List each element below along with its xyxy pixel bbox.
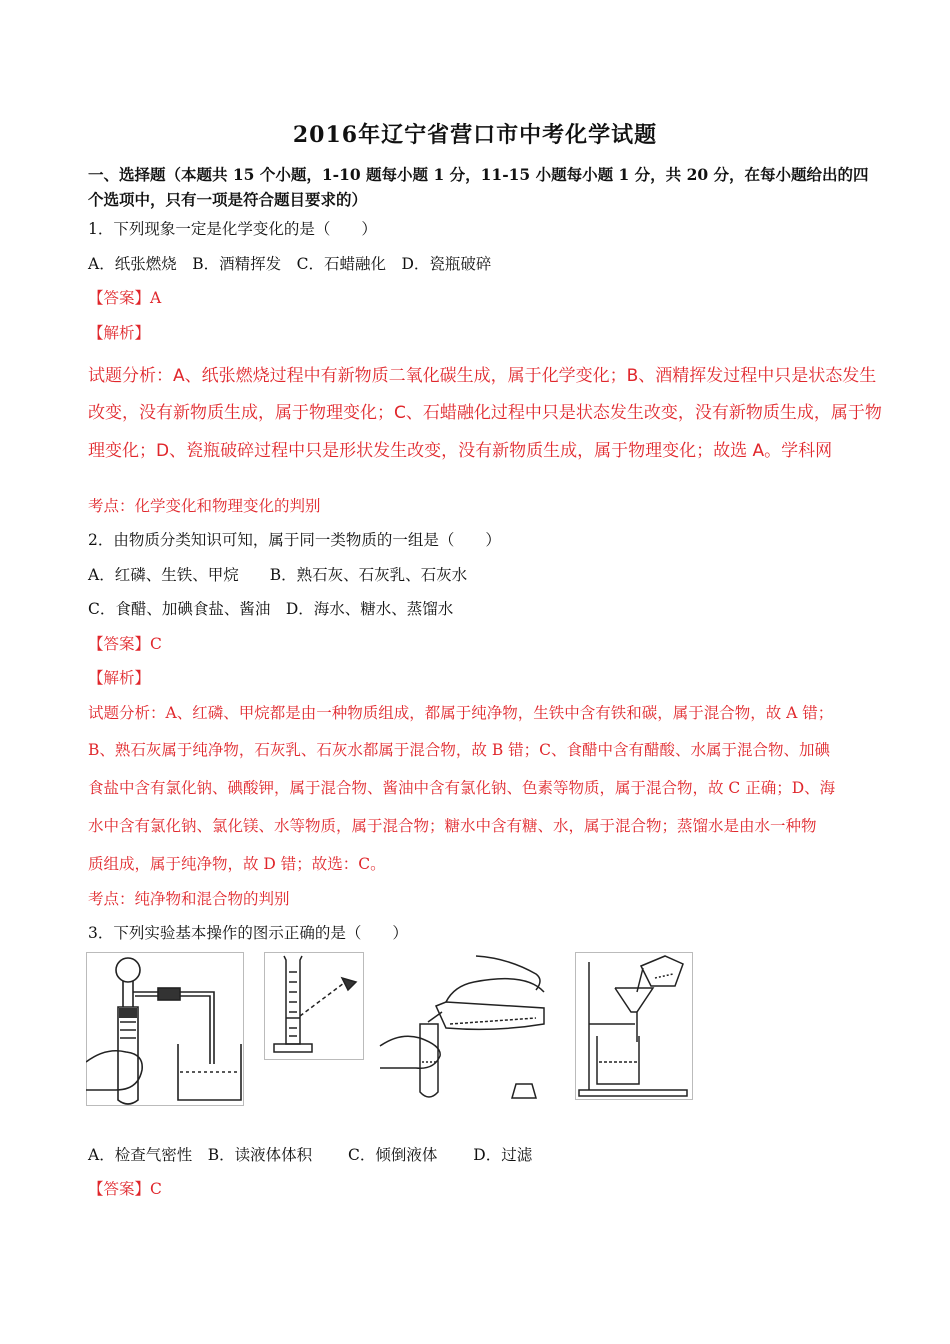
q1-stem: 1．下列现象一定是化学变化的是（ ） [88, 220, 377, 238]
q1-answer: 【答案】A [88, 289, 162, 307]
q2-options-cd: C．食醋、加碘食盐、酱油 D．海水、糖水、蒸馏水 [88, 600, 454, 618]
q1-point: 考点：化学变化和物理变化的判别 [88, 497, 321, 515]
q2-stem: 2．由物质分类知识可知，属于同一类物质的一组是（ ） [88, 531, 501, 549]
q1-analysis-line: 理变化；D、瓷瓶破碎过程中只是形状发生改变，没有新物质生成，属于物理变化；故选 A。学科网 [88, 441, 833, 461]
q2-point: 考点：纯净物和混合物的判别 [88, 890, 290, 908]
q1-analysis-line: 改变，没有新物质生成，属于物理变化；C、石蜡融化过程中只是状态发生改变，没有新物质生成，属于物 [88, 403, 882, 423]
pour-liquid-figure [376, 952, 546, 1104]
q3-stem: 3．下列实验基本操作的图示正确的是（ ） [88, 924, 408, 942]
q2-analysis-line: B、熟石灰属于纯净物，石灰乳、石灰水都属于混合物，故 B 错；C、食醋中含有醋酸、水属于混合物、加碘 [88, 741, 830, 759]
filtration-figure [575, 952, 693, 1100]
q2-analysis-label: 【解析】 [88, 669, 151, 687]
airtightness-check-figure [86, 952, 244, 1106]
q3-options: A．检查气密性 B．读液体体积 C．倾倒液体 D．过滤 [88, 1146, 533, 1164]
q1-analysis-line: 试题分析：A、纸张燃烧过程中有新物质二氧化碳生成，属于化学变化；B、酒精挥发过程中只是状态发生 [88, 366, 877, 386]
q1-analysis-label: 【解析】 [88, 324, 151, 342]
read-volume-figure [264, 952, 364, 1060]
q1-options: A．纸张燃烧 B．酒精挥发 C．石蜡融化 D．瓷瓶破碎 [88, 255, 492, 273]
page-title: 2016年辽宁省营口市中考化学试题 [292, 122, 658, 148]
q2-analysis-line: 食盐中含有氯化钠、碘酸钾，属于混合物、酱油中含有氯化钠、色素等物质，属于混合物，故 C 正确；D、海 [88, 779, 836, 797]
section-heading: 一、选择题（本题共 15 个小题，1-10 题每小题 1 分，11-15 小题每小题 1 分，共 20 分，在每小题给出的四 [88, 165, 869, 184]
q2-options-ab: A．红磷、生铁、甲烷 B．熟石灰、石灰乳、石灰水 [88, 566, 468, 584]
q2-analysis-line: 试题分析：A、红磷、甲烷都是由一种物质组成，都属于纯净物，生铁中含有铁和碳，属于混合物，故 A 错； [88, 704, 834, 722]
q2-analysis-line: 质组成，属于纯净物，故 D 错；故选：C。 [88, 855, 386, 873]
section-heading-cont: 个选项中，只有一项是符合题目要求的） [88, 190, 368, 209]
q2-analysis-line: 水中含有氯化钠、氯化镁、水等物质，属于混合物；糖水中含有糖、水，属于混合物；蒸馏水是由水一种物 [88, 817, 817, 835]
q2-answer: 【答案】C [88, 635, 162, 653]
q3-answer: 【答案】C [88, 1180, 162, 1198]
